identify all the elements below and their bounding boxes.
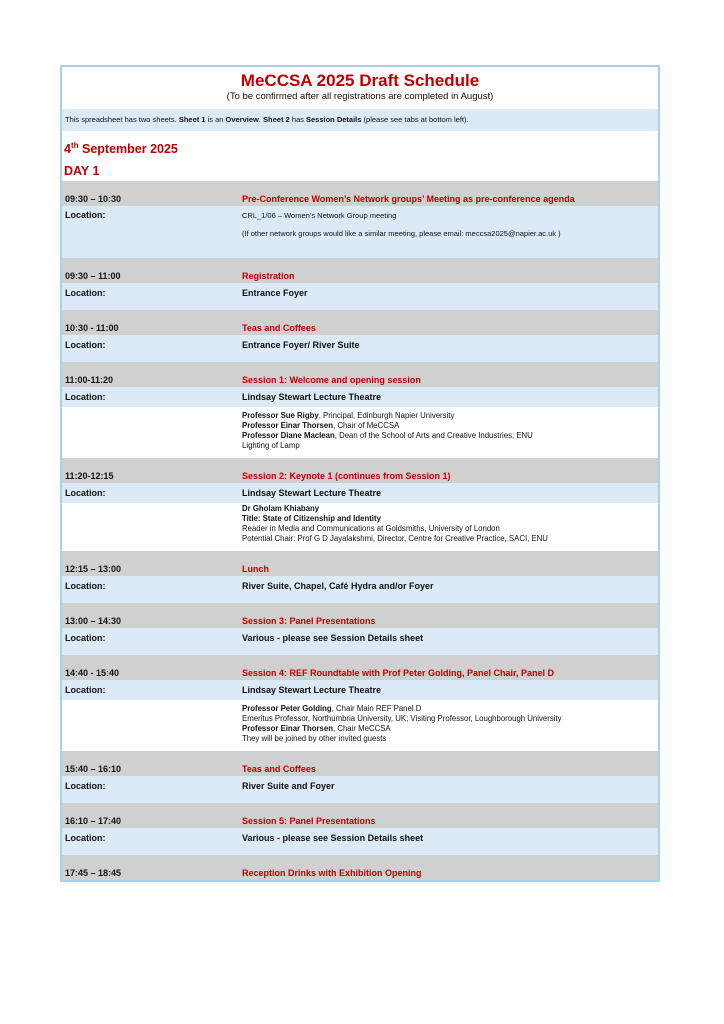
page-subtitle: (To be confirmed after all registrations are completed in August) [226, 91, 494, 102]
speaker-name: Professor Peter Golding [242, 704, 332, 713]
details-line [242, 421, 658, 431]
session-title: Session 3: Panel Presentations [242, 616, 376, 626]
time-slot: 09:30 – 10:30 [65, 194, 122, 204]
location-label: Location: [65, 392, 106, 402]
note-text: . [258, 115, 264, 124]
time-row [62, 310, 658, 335]
session-title: Teas and Coffees [242, 323, 316, 333]
time-slot: 13:00 – 14:30 [65, 616, 122, 626]
speaker-role: , Chair of MeCCSA [333, 421, 400, 430]
time-row [62, 803, 658, 828]
time-row [62, 655, 658, 680]
row-spacer [62, 251, 658, 258]
location-row [62, 576, 658, 596]
location-value: Entrance Foyer [242, 288, 308, 298]
location-email-note: (If other network groups would like a similar meeting, please email: meccsa2025@napier.ac.uk ) [242, 229, 561, 238]
speaker-role: , Chair MeCCSA [333, 724, 391, 733]
location-row [62, 828, 658, 848]
session-title: Session 4: REF Roundtable with Prof Peter Golding, Panel Chair, Panel D [242, 668, 658, 678]
detail-text: Potential Chair: Prof G D Jayalakshmi, Director, Centre for Creative Practice, SACI, ENU [242, 534, 548, 543]
location-value: Lindsay Stewart Lecture Theatre [242, 685, 382, 695]
date-suffix: th [70, 141, 79, 150]
speaker-name: Professor Diane Maclean [242, 431, 335, 440]
location-value: Entrance Foyer/ River Suite [242, 340, 360, 350]
time-slot: 09:30 – 11:00 [65, 271, 121, 281]
location-row [62, 628, 658, 648]
time-slot: 15:40 – 16:10 [65, 764, 122, 774]
location-label: Location: [65, 340, 106, 350]
session-title: Session 2: Keynote 1 (continues from Session 1) [242, 471, 451, 481]
time-slot: 12:15 – 13:00 [65, 564, 122, 574]
time-row [62, 751, 658, 776]
row-spacer [62, 596, 658, 603]
session-title: Lunch [242, 564, 269, 574]
speaker-name: Professor Einar Thorsen [242, 421, 333, 430]
detail-text: Lighting of Lamp [242, 441, 300, 450]
location-value: Various - please see Session Details sheet [242, 833, 424, 843]
time-row [62, 551, 658, 576]
session-title: Reception Drinks with Exhibition Opening [242, 868, 422, 878]
speaker-name: Professor Sue Rigby [242, 411, 319, 420]
details-list [242, 411, 658, 451]
time-row [62, 458, 658, 483]
details-spacer [62, 704, 242, 744]
page-title: MeCCSA 2025 Draft Schedule [240, 71, 480, 90]
schedule-date [62, 131, 658, 161]
location-label: Location: [65, 488, 106, 498]
note-session-details: Session Details [306, 115, 362, 124]
location-row [62, 387, 658, 407]
location-label: Location: [65, 633, 106, 643]
location-value [242, 206, 658, 251]
speaker-role: , Principal, Edinburgh Napier University [318, 411, 455, 420]
details-line [242, 441, 658, 451]
detail-text: Reader in Media and Communications at Goldsmiths, University of London [242, 524, 500, 533]
location-value: River Suite and Foyer [242, 781, 335, 791]
details-list [242, 504, 658, 544]
location-label: Location: [65, 581, 106, 591]
day-label: DAY 1 [64, 164, 100, 178]
details-line [242, 504, 658, 514]
details-line [242, 411, 658, 421]
location-label: Location: [65, 685, 106, 695]
time-row [62, 362, 658, 387]
row-spacer [62, 796, 658, 803]
note-text: (please see tabs at bottom left). [361, 115, 469, 124]
details-spacer [62, 411, 242, 451]
time-row [62, 855, 658, 880]
schedule-sheet [60, 65, 660, 882]
speaker-role: , Chair Main REF Panel D [331, 704, 422, 713]
title-block [62, 67, 658, 109]
location-label: Location: [65, 833, 106, 843]
session-details [62, 407, 658, 458]
time-row [62, 603, 658, 628]
details-line [242, 734, 658, 744]
location-label: Location: [65, 288, 106, 298]
time-row [62, 181, 658, 206]
session-title: Session 1: Welcome and opening session [242, 375, 421, 385]
detail-text: They will be joined by other invited guests [242, 734, 387, 743]
session-details [62, 503, 658, 551]
session-title: Session 5: Panel Presentations [242, 816, 376, 826]
note-text: This spreadsheet has two sheets. [65, 115, 179, 124]
location-value: Various - please see Session Details sheet [242, 633, 424, 643]
note-sheet1: Sheet 1 [178, 115, 206, 124]
time-slot: 10:30 - 11:00 [65, 323, 119, 333]
time-row [62, 258, 658, 283]
row-spacer [62, 648, 658, 655]
session-details [62, 700, 658, 751]
location-row [62, 283, 658, 303]
time-slot: 16:10 – 17:40 [65, 816, 122, 826]
location-value: River Suite, Chapel, Café Hydra and/or Foyer [242, 581, 434, 591]
date-month-year: September 2025 [78, 142, 178, 157]
location-row [62, 680, 658, 700]
details-line [242, 724, 658, 734]
details-line [242, 524, 658, 534]
time-slot: 11:20-12:15 [65, 471, 114, 481]
session-title: Teas and Coffees [242, 764, 316, 774]
details-line [242, 431, 658, 441]
speaker-name: Dr Gholam Khiabany [242, 504, 320, 513]
location-value: Lindsay Stewart Lecture Theatre [242, 392, 382, 402]
details-line [242, 534, 658, 544]
location-label: Location: [65, 210, 106, 220]
row-spacer [62, 303, 658, 310]
time-slot: 11:00-11:20 [65, 375, 114, 385]
speaker-role: , Dean of the School of Arts and Creative Industries, ENU [334, 431, 533, 440]
details-line [242, 514, 658, 524]
details-list [242, 704, 658, 744]
speaker-name: Professor Einar Thorsen [242, 724, 333, 733]
location-line: CRL_1/06 – Women’s Network Group meeting [242, 211, 397, 220]
note-text: is an [205, 115, 226, 124]
details-line [242, 704, 658, 714]
details-line [242, 714, 658, 724]
time-slot: 17:45 – 18:45 [65, 868, 122, 878]
location-row [62, 776, 658, 796]
sheets-note [62, 109, 658, 131]
session-title: Pre-Conference Women’s Network groups’ Meeting as pre-conference agenda [242, 194, 575, 204]
location-label: Location: [65, 781, 106, 791]
location-value: Lindsay Stewart Lecture Theatre [242, 488, 382, 498]
location-row [62, 335, 658, 355]
session-title: Registration [242, 271, 295, 281]
note-text: has [289, 115, 306, 124]
row-spacer [62, 355, 658, 362]
detail-text: Emeritus Professor, Northumbria University, UK; Visiting Professor, Loughborough University [242, 714, 562, 723]
location-row [62, 483, 658, 503]
details-spacer [62, 504, 242, 544]
keynote-title: Title: State of Citizenship and Identity [242, 514, 381, 523]
row-spacer [62, 848, 658, 855]
location-row [62, 206, 658, 251]
note-overview: Overview [225, 115, 259, 124]
note-sheet2: Sheet 2 [263, 115, 290, 124]
date-day: 4 [64, 142, 71, 157]
time-slot: 14:40 - 15:40 [65, 668, 120, 678]
